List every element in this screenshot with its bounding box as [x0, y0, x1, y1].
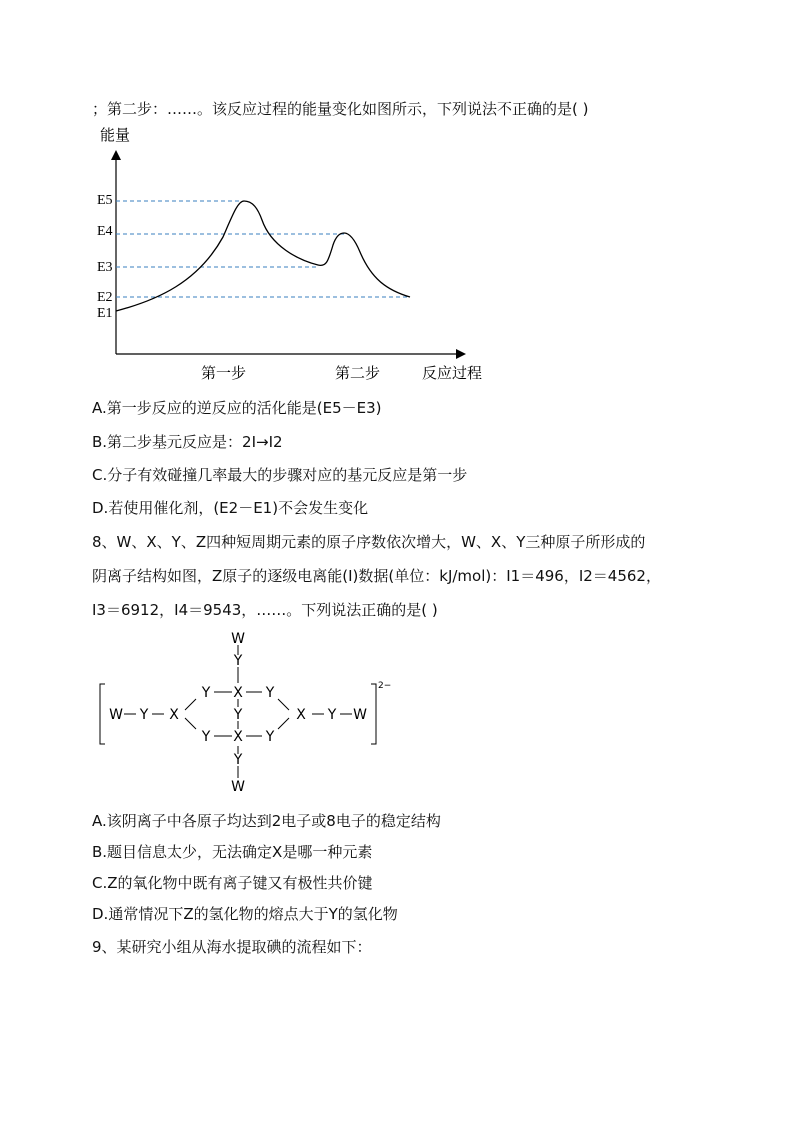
q8-line-3: I3＝6912，I4＝9543，……。下列说法正确的是( )	[92, 601, 438, 619]
q9-stem: 9、某研究小组从海水提取碘的流程如下：	[92, 938, 372, 956]
anion-structure	[96, 628, 396, 798]
level-label-e4: E4	[97, 224, 113, 239]
x-label-step2: 第二步	[335, 364, 381, 382]
level-label-e3: E3	[97, 260, 113, 275]
level-label-e1: E1	[97, 306, 113, 321]
q8-option-c: C.Z的氧化物中既有离子键又有极性共价键	[92, 874, 373, 892]
atom-w-bottom: W	[231, 779, 245, 795]
q7-intro: ；第二步：……。该反应过程的能量变化如图所示，下列说法不正确的是( )	[92, 100, 589, 118]
x-axis-arrow	[456, 349, 466, 359]
q7-option-d: D.若使用催化剂，(E2－E1)不会发生变化	[92, 499, 369, 517]
anion-charge: 2−	[378, 681, 392, 691]
q8-option-a: A.该阴离子中各原子均达到2电子或8电子的稳定结构	[92, 812, 441, 830]
atom-y-top: Y	[233, 653, 243, 669]
q7-option-b: B.第二步基元反应是：2I→I2	[92, 433, 283, 451]
atom-y-right: Y	[327, 707, 337, 723]
x-label-step1: 第一步	[201, 364, 247, 382]
atom-y-upper-right: Y	[265, 685, 275, 701]
atom-x-left: X	[169, 707, 179, 723]
right-bracket	[371, 684, 376, 744]
q8-option-b: B.题目信息太少，无法确定X是哪一种元素	[92, 843, 373, 861]
energy-curve	[116, 201, 410, 311]
q7-option-c: C.分子有效碰撞几率最大的步骤对应的基元反应是第一步	[92, 466, 468, 484]
q8-line-2: 阴离子结构如图，Z原子的逐级电离能(I)数据(单位：kJ/mol)：I1＝496，I2＝4562，	[92, 567, 661, 585]
atom-w-top: W	[231, 631, 245, 647]
y-axis-arrow	[111, 150, 121, 160]
atom-y-left: Y	[139, 707, 149, 723]
atom-x-upper: X	[233, 685, 243, 701]
q7-option-a: A.第一步反应的逆反应的活化能是(E5－E3)	[92, 399, 382, 417]
level-label-e5: E5	[97, 193, 113, 208]
atom-y-lower-right: Y	[265, 729, 275, 745]
atom-y-lower-left: Y	[201, 729, 211, 745]
atom-y-center: Y	[233, 707, 243, 723]
atom-y-bottom: Y	[233, 752, 243, 768]
atom-x-right: X	[296, 707, 306, 723]
q8-line-1: 8、W、X、Y、Z四种短周期元素的原子序数依次增大，W、X、Y三种原子所形成的	[92, 533, 646, 551]
energy-diagram	[88, 122, 498, 388]
atom-w-right: W	[353, 707, 367, 723]
left-bracket	[100, 684, 105, 744]
q8-option-d: D.通常情况下Z的氢化物的熔点大于Y的氢化物	[92, 905, 398, 923]
level-label-e2: E2	[97, 290, 113, 305]
y-axis-label: 能量	[100, 126, 131, 144]
atom-x-lower: X	[233, 729, 243, 745]
x-label-process: 反应过程	[422, 364, 483, 382]
atom-w-left: W	[109, 707, 123, 723]
atom-y-upper-left: Y	[201, 685, 211, 701]
